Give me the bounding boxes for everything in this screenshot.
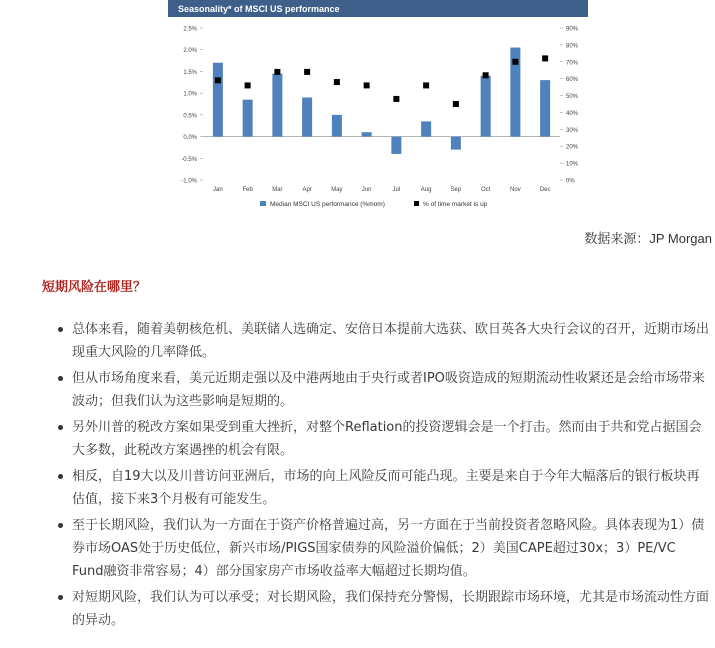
y-right-tick-label: 40% (566, 110, 579, 117)
bullet-text: 总体来看，随着美朝核危机、美联储人选确定、安倍日本提前大选获、欧日英各大央行会议的召开，近期市场出现重大风险的几率降低。 (72, 322, 710, 360)
bullet-dot-icon (58, 474, 63, 479)
list-item (56, 318, 711, 364)
marker-point (512, 59, 518, 65)
bar (332, 115, 342, 137)
list-item (56, 465, 711, 511)
y-left-tick-label: -1.0% (181, 178, 197, 185)
y-left-tick-label: 2.0% (183, 48, 197, 55)
x-tick-label: Nov (510, 187, 521, 193)
marker-point (393, 96, 399, 102)
y-left-tick-label: 0.0% (183, 135, 197, 142)
x-tick-label: Aug (420, 187, 432, 193)
bar (302, 97, 312, 136)
y-left-tick-label: 1.5% (183, 69, 197, 76)
legend-swatch-marker (414, 201, 419, 206)
y-right-tick-label: 50% (566, 94, 579, 101)
x-tick-label: Oct (480, 187, 491, 193)
section-heading: 短期风险在哪里？ (42, 280, 147, 295)
y-right-tick-label: 70% (566, 60, 579, 67)
x-tick-label: May (331, 187, 343, 193)
legend-label: Median MSCI US performance (%mom) (270, 201, 385, 208)
bullet-text: 至于长期风险，我们认为一方面在于资产价格普遍过高，另一方面在于当前投资者忽略风险。具体表现为1）债券市场OAS处于历史低位，新兴市场/PIGS国家债券的风险溢价偏低；2）美国CAPE超过30x；3）PE/VC Fund融资非常容易；4）部分国家房产市场收益率大幅超过长期均值。 (72, 518, 705, 579)
marker-point (542, 55, 548, 61)
bullet-dot-icon (58, 327, 63, 332)
bullet-list (56, 318, 711, 635)
x-tick-label: Jul (392, 187, 401, 193)
x-tick-label: Jan (213, 187, 223, 193)
marker-point (364, 82, 370, 88)
y-right-tick-label: 30% (566, 127, 579, 134)
y-left-tick-label: 1.0% (183, 91, 197, 98)
chart-title: Seasonality* of MSCI US performance (178, 4, 340, 14)
bar (451, 137, 461, 150)
y-left-tick-label: 0.5% (183, 113, 197, 120)
bullet-text: 相反，自19大以及川普访问亚洲后，市场的向上风险反而可能凸现。主要是来自于今年大幅落后的银行板块再估值，接下来3个月极有可能发生。 (72, 469, 700, 507)
bar (481, 76, 491, 137)
seasonality-chart (168, 0, 588, 214)
bar (362, 132, 372, 136)
x-tick-label: Sep (450, 187, 462, 193)
marker-point (423, 82, 429, 88)
marker-point (304, 69, 310, 75)
bullet-dot-icon (58, 523, 63, 528)
marker-point (453, 101, 459, 107)
bar (540, 80, 550, 136)
y-right-tick-label: 10% (566, 161, 579, 168)
x-tick-label: Apr (302, 187, 312, 193)
y-right-tick-label: 80% (566, 43, 579, 50)
bullet-dot-icon (58, 595, 63, 600)
x-tick-label: Feb (242, 187, 253, 193)
x-tick-label: Jun (361, 187, 372, 193)
list-item (56, 514, 711, 583)
marker-point (274, 69, 280, 75)
legend-label: % of time market is up (423, 201, 488, 208)
chart-panel (168, 0, 588, 214)
y-left-tick-label: 2.5% (183, 26, 197, 33)
bar (391, 137, 401, 154)
list-item (56, 367, 711, 413)
bar (421, 121, 431, 136)
bar (272, 74, 282, 137)
bullet-dot-icon (58, 425, 63, 430)
marker-point (215, 77, 221, 83)
list-item (56, 416, 711, 462)
y-right-tick-label: 20% (566, 144, 579, 151)
marker-point (483, 72, 489, 78)
bullet-dot-icon (58, 376, 63, 381)
x-tick-label: Dec (539, 187, 551, 193)
marker-point (245, 82, 251, 88)
x-tick-label: Mar (272, 187, 283, 193)
list-item (56, 586, 711, 632)
marker-point (334, 79, 340, 85)
bullet-text: 但从市场角度来看，美元近期走强以及中港两地由于央行或者IPO吸资造成的短期流动性收紧还是会给市场带来波动；但我们认为这些影响是短期的。 (72, 371, 705, 409)
bullet-text: 对短期风险，我们认为可以承受；对长期风险，我们保持充分警惕，长期跟踪市场环境，尤其是市场流动性方面的异动。 (72, 590, 710, 628)
bar (243, 100, 253, 137)
y-left-tick-label: -0.5% (181, 156, 197, 163)
y-right-tick-label: 0% (566, 178, 575, 185)
source-note: 数据来源：JP Morgan (584, 231, 712, 246)
y-right-tick-label: 90% (566, 26, 579, 33)
legend-swatch-bar (260, 201, 266, 206)
bullet-text: 另外川普的税改方案如果受到重大挫折，对整个Reflation的投资逻辑会是一个打击。然而由于共和党占据国会大多数，此税改方案遇挫的机会有限。 (72, 420, 702, 458)
bar (213, 63, 223, 137)
y-right-tick-label: 60% (566, 77, 579, 84)
